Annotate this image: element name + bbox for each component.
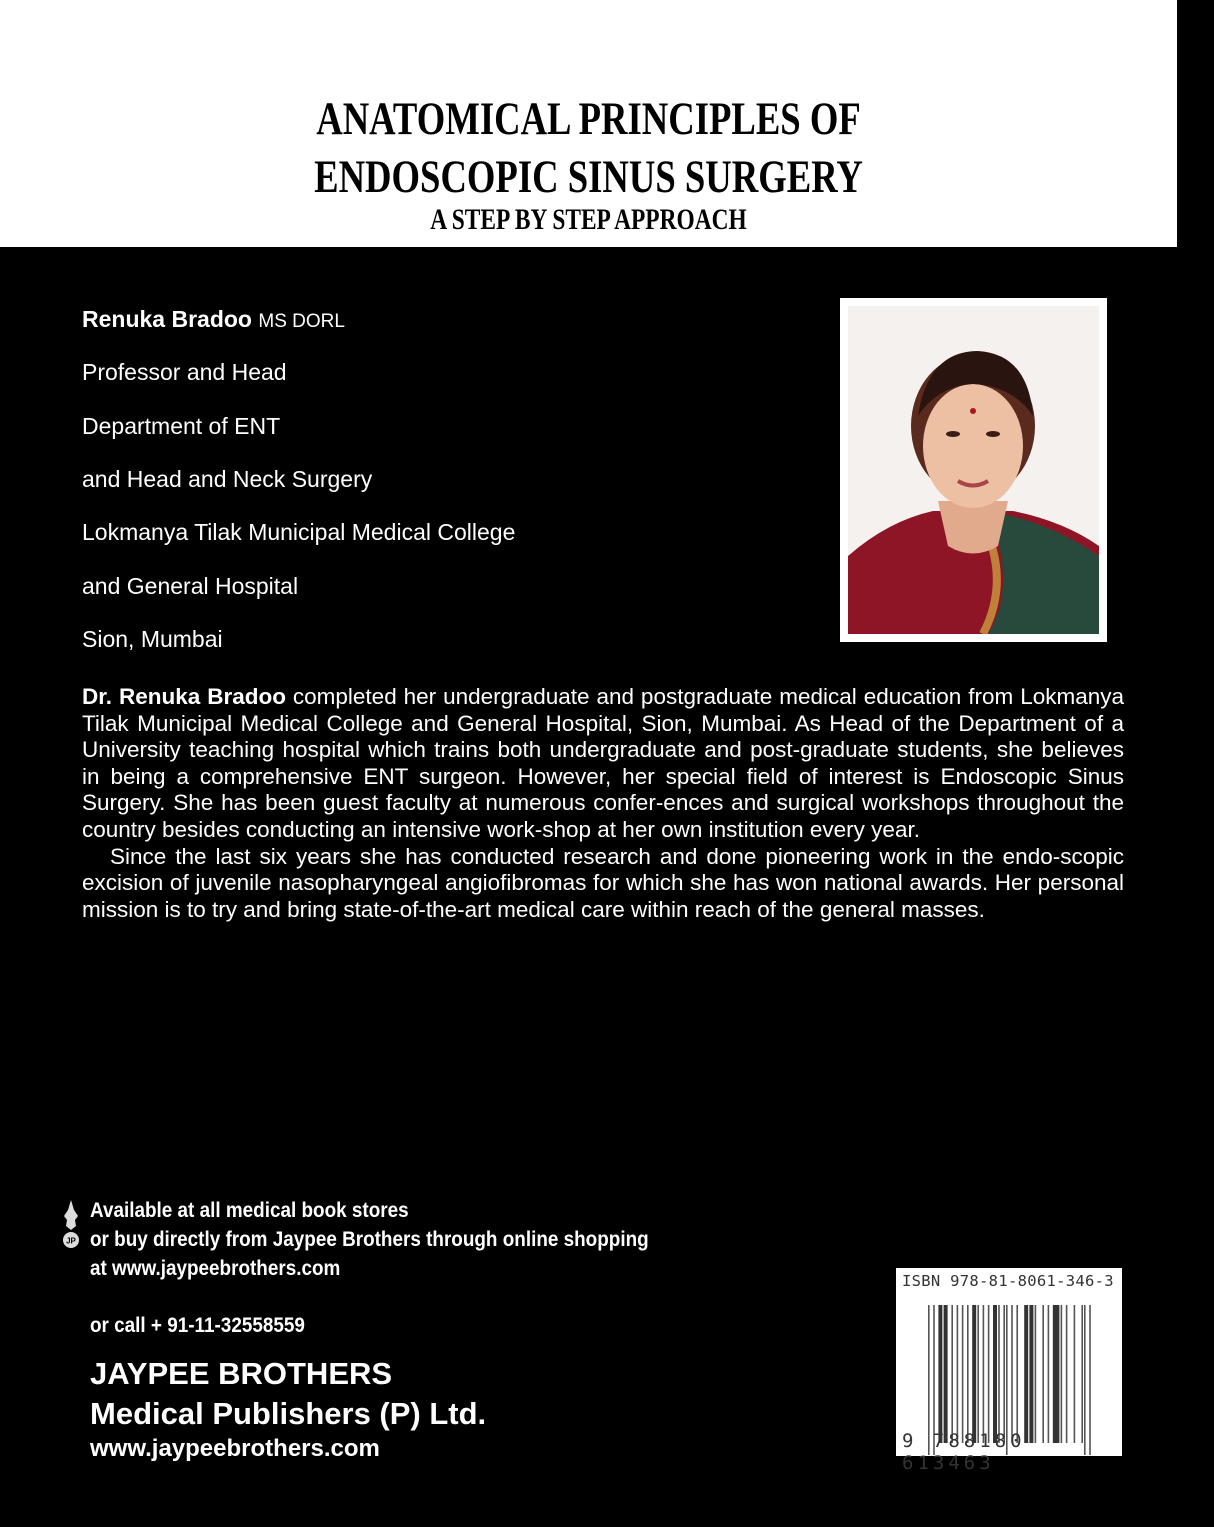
barcode-bar (972, 1305, 976, 1443)
availability-line: or buy directly from Jaypee Brothers through online shopping (90, 1228, 649, 1251)
barcode-bar (1003, 1305, 1005, 1443)
author-affiliation: Professor and Head (82, 359, 287, 385)
barcode-bar (1061, 1305, 1063, 1443)
bio-name: Dr. Renuka Bradoo (82, 684, 286, 709)
barcode-bar (1035, 1305, 1037, 1443)
barcode-bar (938, 1305, 942, 1443)
ean-number: 9 788180 613463 (902, 1430, 1026, 1474)
barcode-bar (951, 1305, 953, 1443)
barcode-bar (962, 1305, 964, 1443)
availability-line: Available at all medical book stores (90, 1199, 409, 1222)
barcode-bar (944, 1305, 948, 1443)
barcode-bar (1024, 1305, 1028, 1443)
phone-number: or call + 91-11-32558559 (90, 1314, 305, 1337)
barcode-bar (1042, 1305, 1044, 1443)
publisher-name: JAYPEE BROTHERS (90, 1356, 393, 1391)
publisher-fullname: Medical Publishers (P) Ltd. (90, 1396, 487, 1431)
barcode-bar (957, 1305, 959, 1443)
book-title-line1: ANATOMICAL PRINCIPLES OF (316, 93, 861, 145)
bio-paragraph: Since the last six years she has conducted research and done pioneering work in the endo-scopic excision of juvenile nasopharyngeal angiofibromas for which she has won national awards. Her personal mission is to try and bring state-of-the-art medical care within reach of the general masses. (82, 843, 1124, 922)
bio-text: completed her undergraduate and postgraduate medical education from Lokmanya Tilak Municipal Medical College and General Hospital, Sion, Mumbai. As Head of the Department of a University teaching hospital which trains both undergraduate and post-graduate students, she believes in being a comprehensive ENT surgeon. However, her special field of interest is Endoscopic Sinus Surgery. She has been guest faculty at numerous confer-ences and surgical workshops throughout the country besides conducting an intensive work-shop at her own institution every year. (82, 684, 1125, 842)
availability-website[interactable]: at www.jaypeebrothers.com (90, 1257, 341, 1280)
barcode-bar (993, 1305, 997, 1443)
jaypee-logo (60, 1198, 82, 1250)
author-affiliation: Sion, Mumbai (82, 626, 223, 652)
author-name: Renuka Bradoo (82, 306, 252, 332)
isbn-barcode (896, 1268, 1122, 1474)
barcode-bar (977, 1305, 979, 1443)
author-affiliation: and Head and Neck Surgery (82, 466, 373, 492)
book-subtitle: A STEP BY STEP APPROACH (430, 203, 747, 236)
author-name-line (82, 306, 345, 333)
barcode-bar (1066, 1305, 1068, 1443)
barcode-bar (1016, 1305, 1018, 1443)
author-bio (82, 684, 1124, 923)
barcode-bar (1048, 1305, 1050, 1443)
author-affiliation: and General Hospital (82, 573, 299, 599)
barcode-bar (1029, 1305, 1033, 1443)
barcode-bar (1081, 1305, 1083, 1443)
barcode-bar (1011, 1305, 1013, 1443)
barcode-bar (967, 1305, 969, 1443)
author-degrees: MS DORL (258, 311, 345, 332)
author-photo (840, 298, 1107, 642)
barcode-bar (998, 1305, 1000, 1443)
isbn-text: ISBN 978-81-8061-346-3 (902, 1272, 1114, 1290)
barcode-bar (1074, 1305, 1076, 1443)
author-affiliation: Lokmanya Tilak Municipal Medical College (82, 519, 516, 545)
barcode-bar (983, 1305, 985, 1443)
author-affiliation: Department of ENT (82, 413, 281, 439)
publisher-website[interactable]: www.jaypeebrothers.com (90, 1435, 380, 1462)
barcode-bar (988, 1305, 990, 1443)
logo-text: JP (66, 1236, 76, 1246)
barcode-bars (896, 1268, 1122, 1456)
bio-paragraph (82, 684, 1124, 844)
barcode-bar (1055, 1305, 1059, 1443)
book-title-line2: ENDOSCOPIC SINUS SURGERY (314, 151, 863, 203)
